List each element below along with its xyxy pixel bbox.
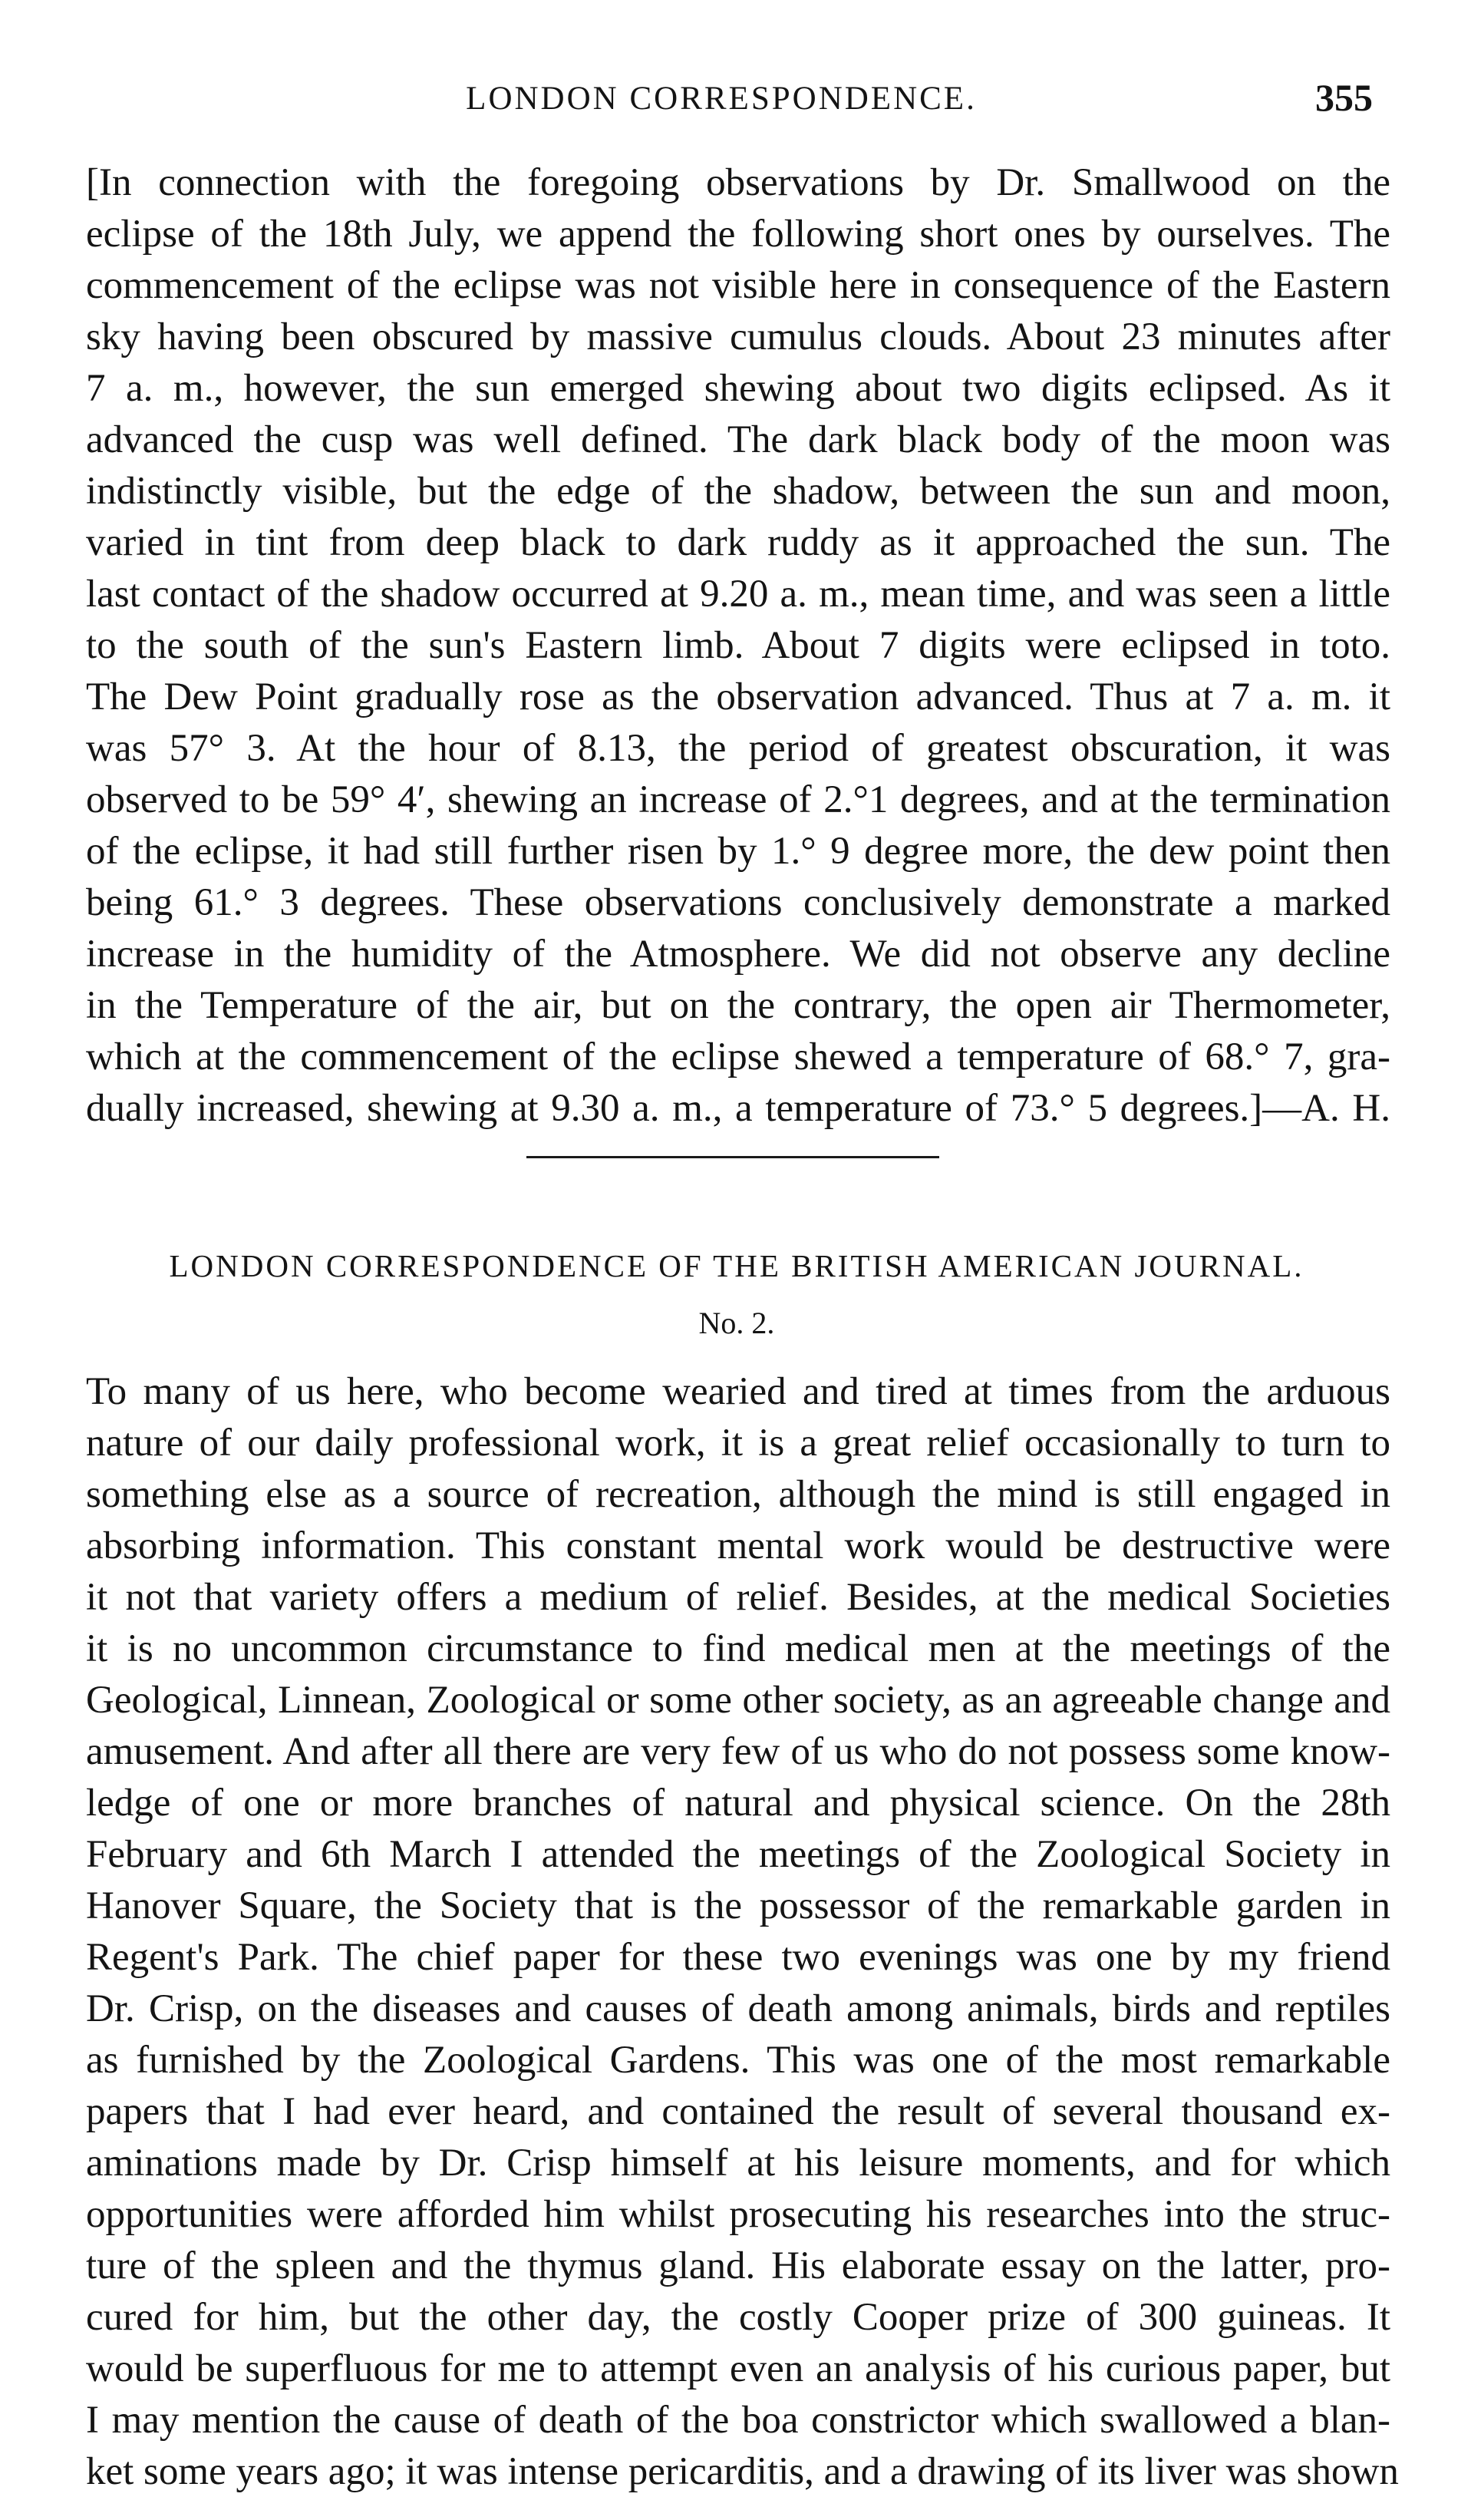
section-number: No. 2. [698, 1306, 775, 1340]
body-line: nature of our daily professional work, it is a great relief occasionally to turn to [86, 1422, 1390, 1465]
body-line: aminations made by Dr. Crisp himself at his leisure moments, and for which [86, 2142, 1390, 2185]
note-line: The Dew Point gradually rose as the observation advanced. Thus at 7 a. m. it [86, 675, 1390, 718]
running-head: LONDON CORRESPONDENCE. [466, 81, 977, 117]
body-line: opportunities were afforded him whilst prosecuting his researches into the struc- [86, 2193, 1390, 2236]
note-line: dually increased, shewing at 9.30 a. m., a temperature of 73.° 5 degrees.]—A. H. [86, 1087, 1390, 1130]
note-line: which at the commencement of the eclipse shewed a temperature of 68.° 7, gra- [86, 1035, 1390, 1078]
note-line: to the south of the sun's Eastern limb. About 7 digits were eclipsed in toto. [86, 624, 1390, 667]
note-line: was 57° 3. At the hour of 8.13, the period of greatest obscuration, it was [86, 727, 1390, 770]
body-line: papers that I had ever heard, and contained the result of several thousand ex- [86, 2090, 1390, 2133]
note-line: observed to be 59° 4′, shewing an increase of 2.°1 degrees, and at the termination [86, 778, 1390, 821]
note-line: being 61.° 3 degrees. These observations conclusively demonstrate a marked [86, 881, 1390, 924]
section-divider [526, 1156, 939, 1158]
body-line: Hanover Square, the Society that is the possessor of the remarkable garden in [86, 1884, 1390, 1927]
body-line: as furnished by the Zoological Gardens. This was one of the most remarkable [86, 2039, 1390, 2082]
note-line: [In connection with the foregoing observations by Dr. Smallwood on the [86, 161, 1390, 204]
body-line: ture of the spleen and the thymus gland. His elaborate essay on the latter, pro- [86, 2244, 1390, 2287]
body-line: Regent's Park. The chief paper for these two evenings was one by my friend [86, 1936, 1390, 1979]
body-line: cured for him, but the other day, the costly Cooper prize of 300 guineas. It [86, 2296, 1390, 2339]
body-line: Geological, Linnean, Zoological or some other society, as an agreeable change and [86, 1679, 1390, 1722]
body-line: would be superfluous for me to attempt even an analysis of his curious paper, but [86, 2347, 1390, 2390]
body-line: it not that variety offers a medium of relief. Besides, at the medical Societies [86, 1576, 1390, 1619]
note-line: indistinctly visible, but the edge of the shadow, between the sun and moon, [86, 470, 1390, 513]
note-line: varied in tint from deep black to dark ruddy as it approached the sun. The [86, 521, 1390, 564]
body-line: absorbing information. This constant mental work would be destructive were [86, 1524, 1390, 1567]
body-line: ket some years ago; it was intense pericarditis, and a drawing of its liver was shown [86, 2450, 1399, 2493]
body-line: I may mention the cause of death of the boa constrictor which swallowed a blan- [86, 2399, 1390, 2442]
body-line: February and 6th March I attended the meetings of the Zoological Society in [86, 1833, 1390, 1876]
note-line: in the Temperature of the air, but on the contrary, the open air Thermometer, [86, 984, 1390, 1027]
page-number: 355 [1315, 76, 1373, 119]
body-line: To many of us here, who become wearied and tired at times from the arduous [86, 1370, 1390, 1413]
note-line: commencement of the eclipse was not visible here in consequence of the Eastern [86, 264, 1390, 307]
body-line: Dr. Crisp, on the diseases and causes of death among animals, birds and reptiles [86, 1987, 1390, 2030]
note-line: last contact of the shadow occurred at 9.20 a. m., mean time, and was seen a little [86, 573, 1390, 616]
body-line: amusement. And after all there are very few of us who do not possess some know- [86, 1730, 1390, 1773]
body-line: something else as a source of recreation, although the mind is still engaged in [86, 1473, 1390, 1516]
note-line: 7 a. m., however, the sun emerged shewing about two digits eclipsed. As it [86, 367, 1390, 410]
note-line: sky having been obscured by massive cumulus clouds. About 23 minutes after [86, 315, 1390, 358]
body-line: it is no uncommon circumstance to find medical men at the meetings of the [86, 1627, 1390, 1670]
note-line: increase in the humidity of the Atmosphere. We did not observe any decline [86, 933, 1390, 976]
body-line: ledge of one or more branches of natural and physical science. On the 28th [86, 1782, 1390, 1825]
note-line: of the eclipse, it had still further risen by 1.° 9 degree more, the dew point then [86, 830, 1390, 873]
note-line: advanced the cusp was well defined. The dark black body of the moon was [86, 418, 1390, 461]
section-title: LONDON CORRESPONDENCE OF THE BRITISH AMERICAN JOURNAL. [169, 1248, 1304, 1283]
note-line: eclipse of the 18th July, we append the following short ones by ourselves. The [86, 213, 1390, 256]
